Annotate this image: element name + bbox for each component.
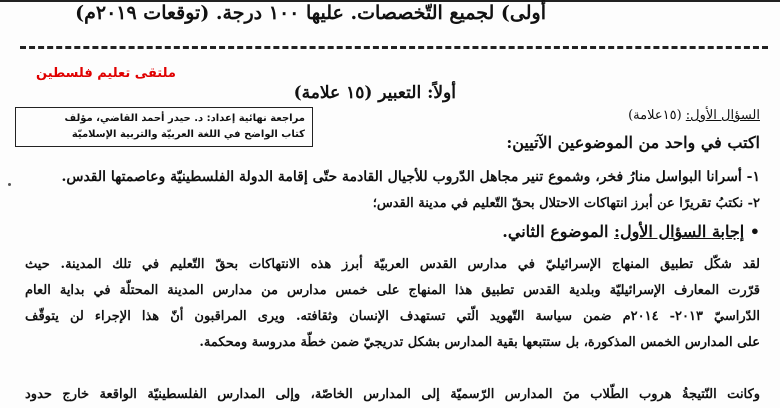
paragraph-line: قرّرت المعارف الإسرائيليّة وبلدية القدس تطبيق هذا المنهاج على خمس مدارس من مدارس المدينة المحتلّة في بداية العام	[25, 283, 760, 298]
topic-2: ٢- نكتبُ تقريرًا عن أبرز انتهاكات الاحتلال بحقّ التّعليم في مدينة القدس؛	[372, 196, 760, 211]
paragraph-line: لقد شكّل تطبيق المنهاج الإسرائيليّ في مدارس القدس العربيّة أبرز هذه الانتهاكات بحقّ التّعليم في تلك المدينة. حيث	[25, 257, 760, 272]
credit-line-2: كتاب الواضح في اللغة العربيّة والتربية الإسلاميّة	[71, 129, 305, 140]
question-heading	[628, 108, 760, 123]
paragraph-line: على المدارس الخمس المذكورة، بل ستتبعها بقية المدارس بشكل تدريجيّ ضمن خطّة مدروسة ومحكمة.	[199, 335, 760, 350]
answer-choice: الموضوع الثاني.	[502, 222, 609, 241]
credit-line-1: مراجعة نهائية إعداد: د. حيدر أحمد القاضي، مؤلف	[64, 113, 305, 124]
answer-label: إجابة السؤال الأول:	[614, 222, 745, 241]
exam-header: أولى) لجميع التّخصصات. عليها ١٠٠ درجة. (توقعات ٢٠١٩م)	[75, 2, 546, 24]
scan-speck	[8, 183, 11, 186]
answer-heading	[502, 222, 760, 241]
dashed-divider	[20, 46, 768, 49]
topic-1: ١- أسرانا البواسل منارُ فخر، وشموع تنير مجاهل الدّروب للأجيال القادمة حتّى إقامة الدولة الفلسطينيّة وعاصمتها القدس.	[61, 169, 760, 185]
answer-paragraph-2	[25, 382, 760, 408]
section-title: أولاً: التعبير (١٥ علامة)	[293, 83, 456, 103]
forum-watermark: ملتقى تعليم فلسطين	[36, 66, 176, 81]
question-label: السؤال الأول:	[685, 108, 760, 123]
answer-paragraph-1	[25, 252, 760, 356]
question-instruction: اكتب في واحد من الموضوعين الآتيين:	[506, 133, 760, 152]
paragraph-line: وكانت النّتيجةُ هروب الطّلاب منَ المدارس الرّسميّة إلى المدارس الخاصّة، وإلى المدارس الفلسطينيّة الواقعة خارج حدود	[25, 387, 760, 402]
bullet: •	[749, 222, 760, 241]
author-credit-box	[15, 107, 313, 147]
question-marks: (١٥علامة)	[628, 108, 682, 123]
paragraph-line: الدّراسيّ ٢٠١٣- ٢٠١٤م ضمن سياسة التّهويد الّتي تستهدف الإنسان وثقافته. ويرى المراقبون أنّ هذا الإجراء لن يتوقّف	[25, 309, 760, 324]
